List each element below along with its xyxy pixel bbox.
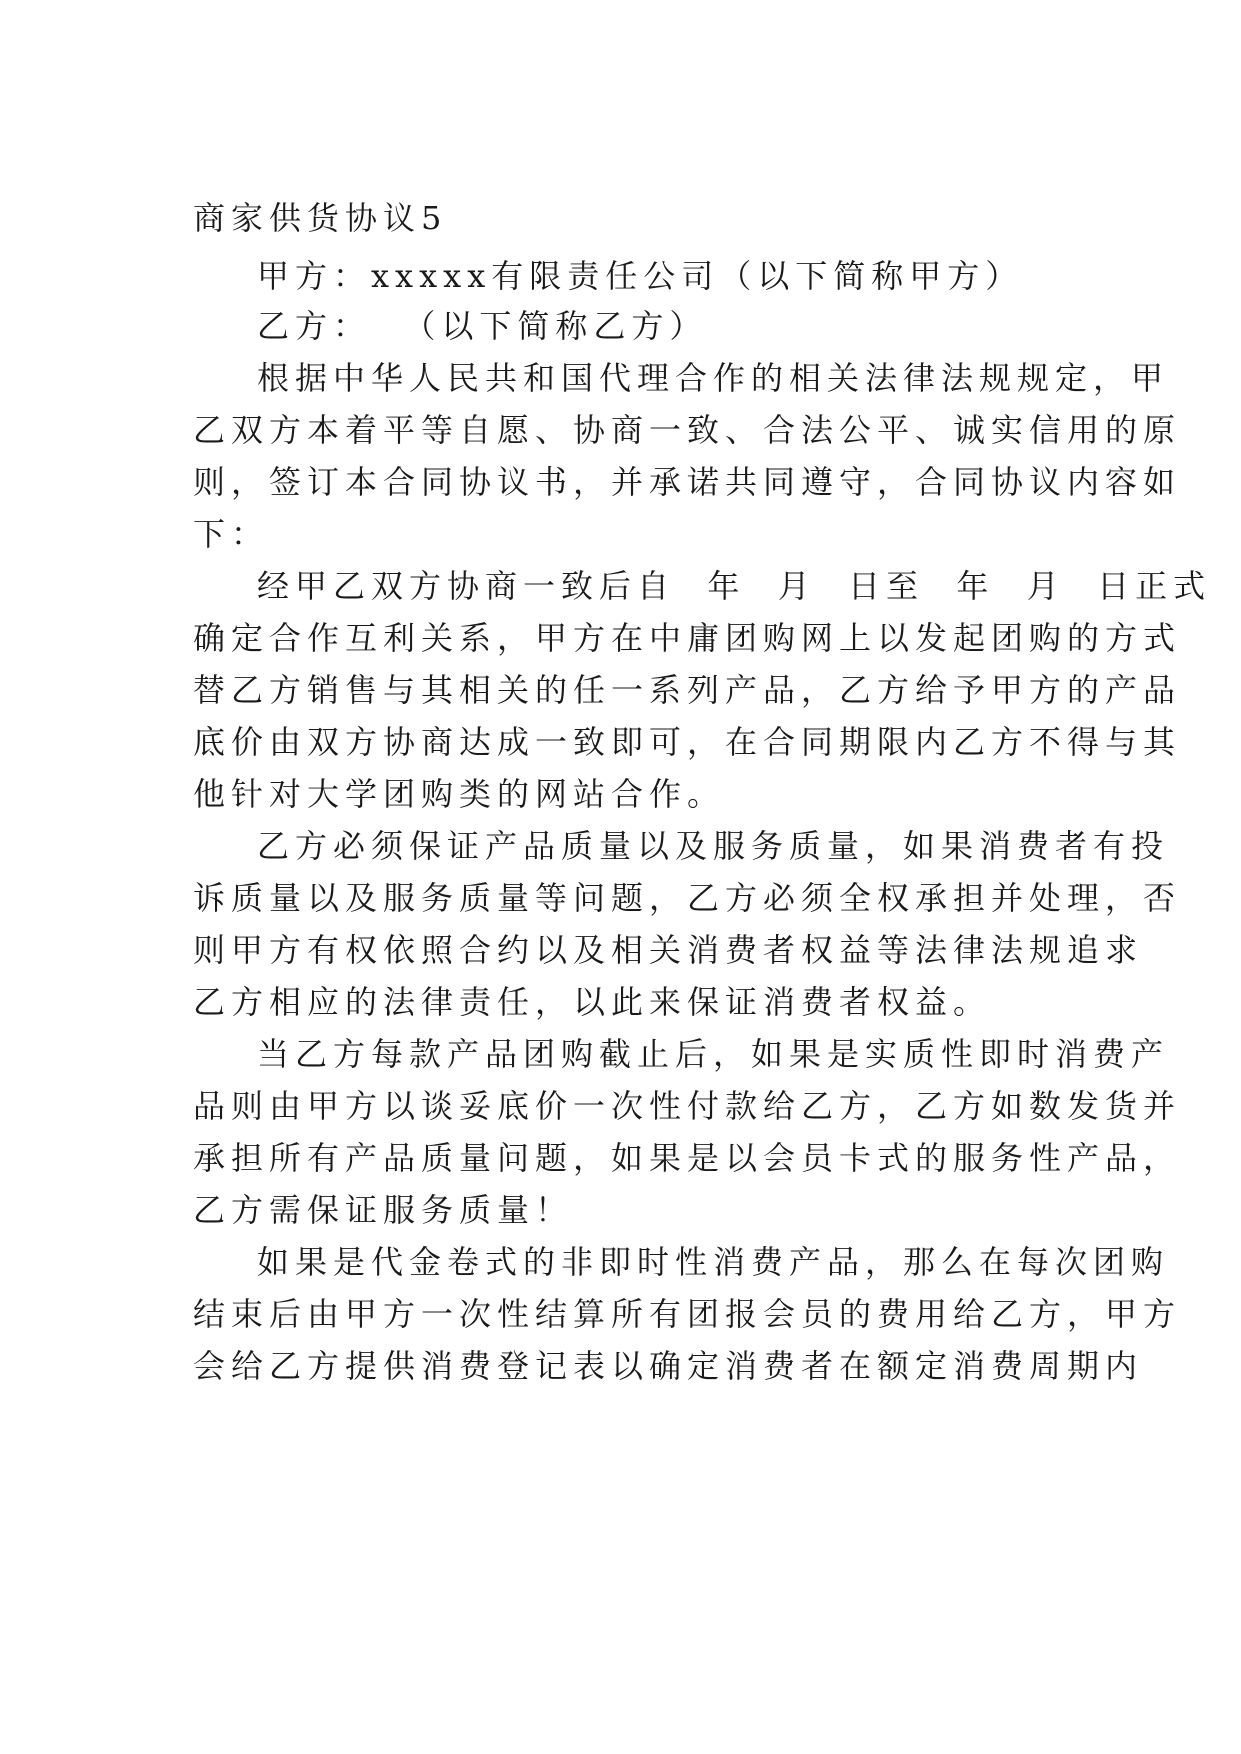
body-line: 品则由甲方以谈妥底价一次性付款给乙方，乙方如数发货并 [193, 1087, 1182, 1125]
party-a-line: 甲方：xxxxx有限责任公司（以下简称甲方） [257, 257, 1024, 295]
body-line: 底价由双方协商达成一致即可，在合同期限内乙方不得与其 [193, 723, 1182, 761]
body-line: 如果是代金卷式的非即时性消费产品，那么在每次团购 [257, 1243, 1170, 1281]
body-line: 替乙方销售与其相关的任一系列产品，乙方给予甲方的产品 [193, 671, 1182, 709]
body-line: 结束后由甲方一次性结算所有团报会员的费用给乙方，甲方 [193, 1295, 1182, 1333]
document-title: 商家供货协议5 [193, 199, 448, 237]
body-line: 乙双方本着平等自愿、协商一致、合法公平、诚实信用的原 [193, 411, 1182, 449]
body-line: 根据中华人民共和国代理合作的相关法律法规规定，甲 [257, 359, 1170, 397]
body-line: 则，签订本合同协议书，并承诺共同遵守，合同协议内容如 [193, 463, 1182, 501]
body-line: 诉质量以及服务质量等问题，乙方必须全权承担并处理，否 [193, 879, 1182, 917]
body-line: 会给乙方提供消费登记表以确定消费者在额定消费周期内 [193, 1347, 1144, 1385]
body-line: 乙方需保证服务质量！ [193, 1191, 574, 1229]
party-b-line: 乙方： （以下简称乙方） [257, 307, 708, 345]
body-line: 承担所有产品质量问题，如果是以会员卡式的服务性产品， [193, 1139, 1182, 1177]
body-line: 下： [193, 515, 270, 553]
body-line: 则甲方有权依照合约以及相关消费者权益等法律法规追求 [193, 931, 1144, 969]
body-line: 确定合作互利关系，甲方在中庸团购网上以发起团购的方式 [193, 619, 1182, 657]
body-line: 乙方必须保证产品质量以及服务质量，如果消费者有投 [257, 827, 1170, 865]
body-line: 他针对大学团购类的网站合作。 [193, 775, 726, 813]
body-line: 乙方相应的法律责任，以此来保证消费者权益。 [193, 983, 992, 1021]
body-line: 当乙方每款产品团购截止后，如果是实质性即时消费产 [257, 1035, 1170, 1073]
body-line: 经甲乙双方协商一致后自 年 月 日至 年 月 日正式 [257, 567, 1212, 605]
